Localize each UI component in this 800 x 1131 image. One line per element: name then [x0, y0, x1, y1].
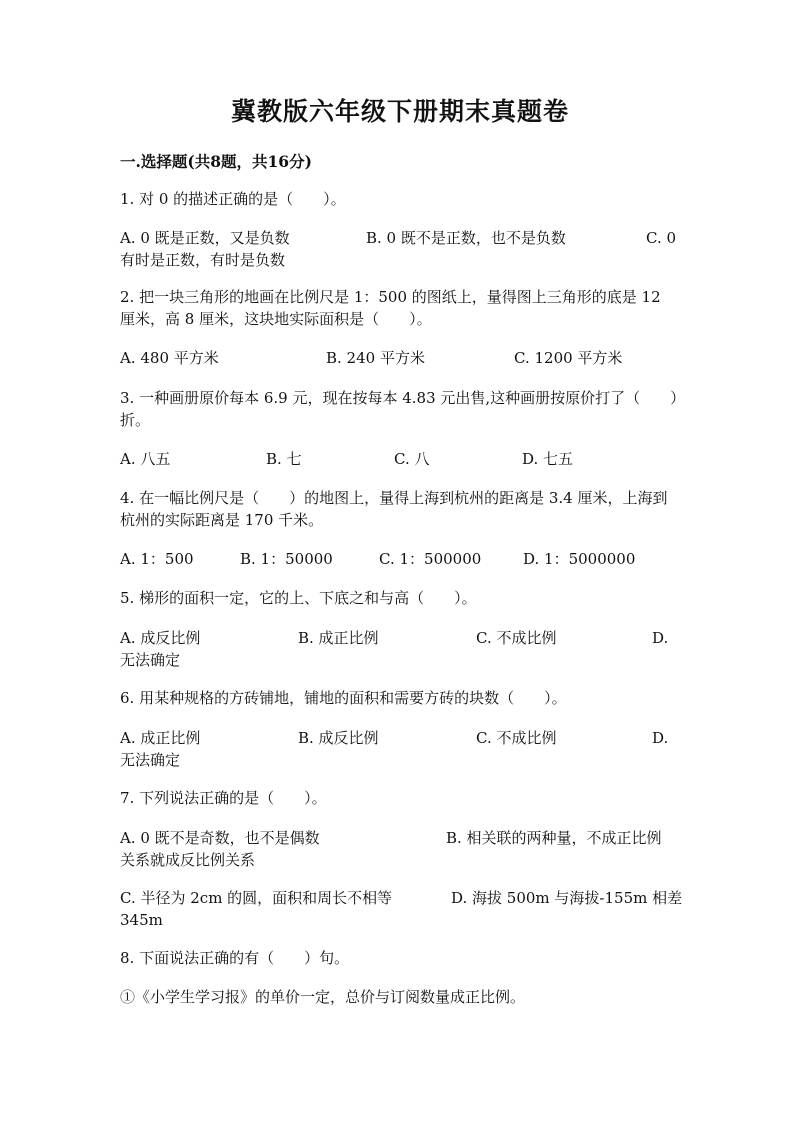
question-1-stem: 1. 对 0 的描述正确的是（ ）。	[120, 190, 346, 208]
option-c: C. 八	[394, 450, 430, 468]
question-8-stem: 8. 下面说法正确的有（ ）句。	[120, 949, 350, 967]
option-continuation: 关系就成反比例关系	[120, 851, 256, 869]
option-continuation: 无法确定	[120, 651, 181, 669]
option-c: C. 1200 平方米	[514, 349, 623, 367]
option-a: A. 八五	[120, 450, 171, 468]
question-2-stem: 2. 把一块三角形的地画在比例尺是 1：500 的图纸上，量得图上三角形的底是 12 厘米，高 8 厘米，这块地实际面积是（ ）。	[120, 288, 661, 328]
option-c: C. 不成比例	[476, 629, 557, 647]
option-d: D. 海拔 500m 与海拔-155m 相差	[451, 889, 683, 907]
option-a: A. 1：500	[120, 550, 194, 568]
question-8-statement-1: ①《小学生学习报》的单价一定，总价与订阅数量成正比例。	[120, 988, 526, 1006]
option-a: A. 0 既是正数，又是负数	[120, 229, 290, 247]
option-d: D. 1：5000000	[523, 550, 636, 568]
option-a: A. 成反比例	[120, 629, 201, 647]
option-b: B. 七	[266, 450, 302, 468]
option-a: A. 成正比例	[120, 729, 201, 747]
question-6-stem: 6. 用某种规格的方砖铺地，铺地的面积和需要方砖的块数（ ）。	[120, 689, 567, 707]
option-d: D.	[652, 729, 669, 747]
page-title: 冀教版六年级下册期末真题卷	[230, 97, 569, 126]
section-heading: 一.选择题(共8题，共16分)	[120, 152, 312, 171]
option-a: A. 480 平方米	[120, 349, 219, 367]
question-7-stem: 7. 下列说法正确的是（ ）。	[120, 789, 327, 807]
option-continuation: 345m	[120, 911, 163, 929]
option-c: C. 0	[646, 229, 677, 247]
option-c: C. 1：500000	[379, 550, 482, 568]
option-b: B. 成正比例	[298, 629, 379, 647]
option-d: D. 七五	[522, 450, 574, 468]
option-b: B. 1：50000	[240, 550, 333, 568]
question-4-stem: 4. 在一幅比例尺是（ ）的地图上，量得上海到杭州的距离是 3.4 厘米，上海到杭州的实际距离是 170 千米。	[120, 489, 668, 529]
option-a: A. 0 既不是奇数，也不是偶数	[120, 829, 320, 847]
option-b: B. 240 平方米	[326, 349, 425, 367]
option-continuation: 无法确定	[120, 751, 181, 769]
question-5-stem: 5. 梯形的面积一定，它的上、下底之和与高（ ）。	[120, 589, 477, 607]
option-continuation: 有时是正数，有时是负数	[120, 251, 286, 269]
option-d: D.	[652, 629, 669, 647]
option-b: B. 成反比例	[298, 729, 379, 747]
option-b: B. 相关联的两种量，不成正比例	[446, 829, 662, 847]
question-3-stem: 3. 一种画册原价每本 6.9 元，现在按每本 4.83 元出售,这种画册按原价打了（ ）折。	[120, 389, 678, 429]
option-c: C. 半径为 2cm 的圆，面积和周长不相等	[120, 889, 393, 907]
option-b: B. 0 既不是正数，也不是负数	[366, 229, 566, 247]
option-c: C. 不成比例	[476, 729, 557, 747]
